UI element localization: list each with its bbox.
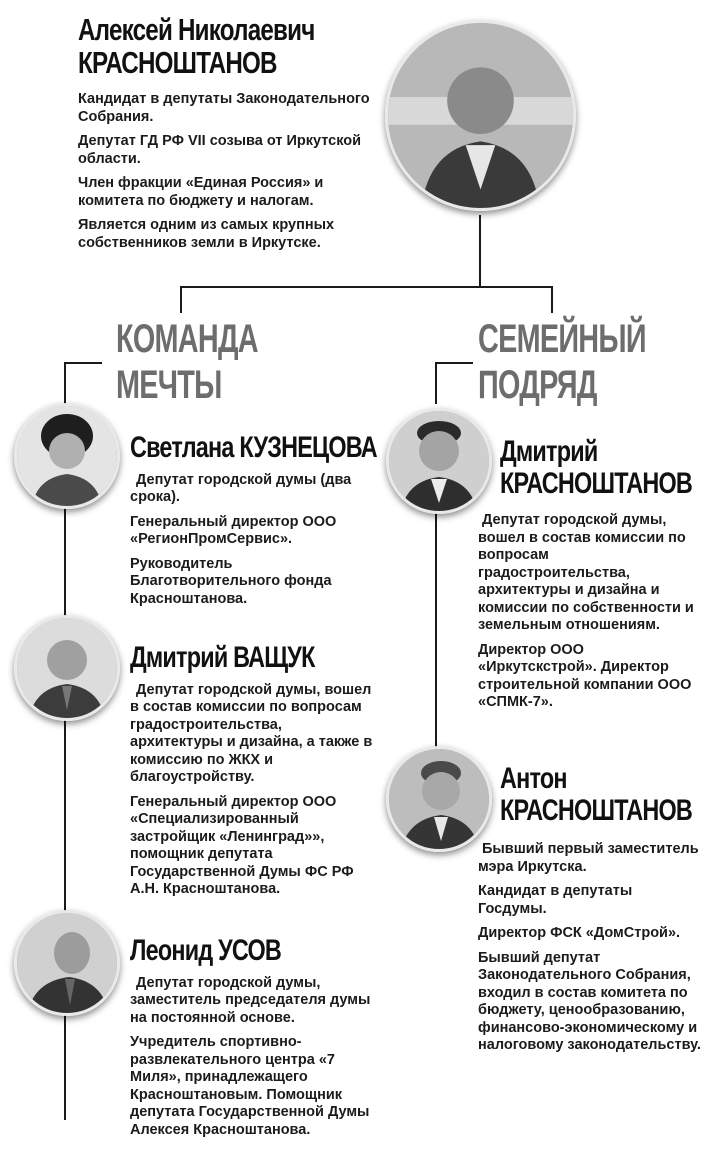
vashchuk-block bbox=[130, 642, 380, 906]
portrait-icon bbox=[17, 406, 117, 506]
fact: Генеральный директор ООО «РегионПромСервис». bbox=[130, 513, 337, 547]
usov-facts bbox=[130, 975, 375, 1140]
fact: Директор ООО «Иркутскстрой». Директор строительной компании ООО «СПМК-7». bbox=[478, 641, 692, 710]
fact: Руководитель Благотворительного фонда Красноштанова. bbox=[130, 555, 332, 607]
connector-left-drop bbox=[180, 286, 182, 313]
fact: Бывший депутат Законодательного Собрания, входил в состав комитета по бюджету, ценообразованию, финансово-экономическому и налоговому законодательству. bbox=[478, 949, 701, 1053]
fact: Депутат городской думы, вошел в состав комиссии по вопросам градостроительства, архитектуры и дизайна и комиссии по собственности и земельным отношениям. bbox=[478, 512, 694, 633]
fact: Директор ФСК «ДомСтрой». bbox=[478, 925, 681, 941]
dmitry-krasnoshtanov-photo bbox=[386, 408, 492, 514]
portrait-icon bbox=[389, 749, 489, 849]
fact: Учредитель спортивно-развлекательного центра «7 Миля», принадлежащего Красноштановым. Помощник депутата Государственной Думы Алексея Красноштанова. bbox=[130, 1034, 370, 1138]
connector-main-vertical bbox=[479, 215, 481, 287]
usov-name: Леонид УСОВ bbox=[130, 934, 282, 967]
dmitry-krasnoshtanov-facts bbox=[478, 512, 698, 719]
kuznetsova-name: Светлана КУЗНЕЦОВА bbox=[130, 431, 377, 464]
usov-block bbox=[130, 935, 380, 1146]
fact: Бывший первый заместитель мэра Иркутска. bbox=[478, 841, 699, 875]
fact: Депутат ГД РФ VII созыва от Иркутской области. bbox=[78, 133, 362, 167]
fact: Депутат городской думы, вошел в состав комиссии по вопросам градостроительства, архитектуры и дизайна, а также в комиссию по ЖКХ и благоустройству. bbox=[130, 681, 373, 785]
connector-right-bracket-h bbox=[435, 362, 473, 364]
connector-right-spine bbox=[435, 510, 437, 750]
fact: Депутат городской думы, заместитель председателя думы на постоянной основе. bbox=[130, 974, 371, 1026]
kuznetsova-photo bbox=[14, 403, 120, 509]
dmitry-krasnoshtanov-block bbox=[500, 436, 715, 499]
main-person-surname: КРАСНОШТАНОВ bbox=[78, 44, 277, 80]
vashchuk-name: Дмитрий ВАЩУК bbox=[130, 641, 315, 674]
main-person-block bbox=[78, 14, 388, 259]
main-person-first-names: Алексей Николаевич bbox=[78, 12, 315, 47]
anton-krasnoshtanov-surname: КРАСНОШТАНОВ bbox=[500, 793, 693, 827]
connector-horizontal bbox=[180, 286, 553, 288]
connector-left-spine bbox=[64, 500, 66, 1120]
left-branch-title bbox=[116, 316, 313, 408]
left-branch-title-line1: КОМАНДА bbox=[116, 317, 258, 361]
anton-krasnoshtanov-first-name: Антон bbox=[500, 762, 567, 795]
right-branch-title-line2: ПОДРЯД bbox=[478, 363, 597, 407]
usov-photo bbox=[14, 910, 120, 1016]
anton-krasnoshtanov-facts bbox=[478, 841, 703, 1062]
connector-right-drop bbox=[551, 286, 553, 313]
vashchuk-facts bbox=[130, 682, 375, 899]
kuznetsova-block bbox=[130, 432, 380, 615]
main-person-facts bbox=[78, 91, 378, 252]
dmitry-krasnoshtanov-surname: КРАСНОШТАНОВ bbox=[500, 466, 693, 500]
vashchuk-photo bbox=[14, 615, 120, 721]
fact: Кандидат в депутаты Законодательного Собрания. bbox=[78, 91, 370, 125]
fact: Депутат городской думы (два срока). bbox=[130, 471, 352, 505]
dmitry-krasnoshtanov-first-name: Дмитрий bbox=[500, 435, 598, 468]
fact: Генеральный директор ООО «Специализированный застройщик «Ленинград»», помощник депутата Государственной Думы ФС РФ А.Н. Красноштанова. bbox=[130, 793, 354, 897]
anton-krasnoshtanov-block bbox=[500, 763, 715, 826]
portrait-icon bbox=[17, 618, 117, 718]
fact: Является одним из самых крупных собственников земли в Иркутске. bbox=[78, 217, 335, 251]
portrait-icon bbox=[17, 913, 117, 1013]
left-branch-title-line2: МЕЧТЫ bbox=[116, 363, 222, 407]
fact: Член фракции «Единая Россия» и комитета по бюджету и налогам. bbox=[78, 175, 324, 209]
main-person-photo bbox=[385, 20, 576, 211]
connector-left-bracket-v bbox=[64, 362, 66, 404]
portrait-icon bbox=[388, 23, 573, 208]
portrait-icon bbox=[389, 411, 489, 511]
connector-left-bracket-h bbox=[64, 362, 102, 364]
anton-krasnoshtanov-photo bbox=[386, 746, 492, 852]
fact: Кандидат в депутаты Госдумы. bbox=[478, 883, 633, 917]
right-branch-title bbox=[478, 316, 711, 408]
right-branch-title-line1: СЕМЕЙНЫЙ bbox=[478, 317, 646, 361]
connector-right-bracket-v bbox=[435, 362, 437, 404]
kuznetsova-facts bbox=[130, 472, 370, 609]
